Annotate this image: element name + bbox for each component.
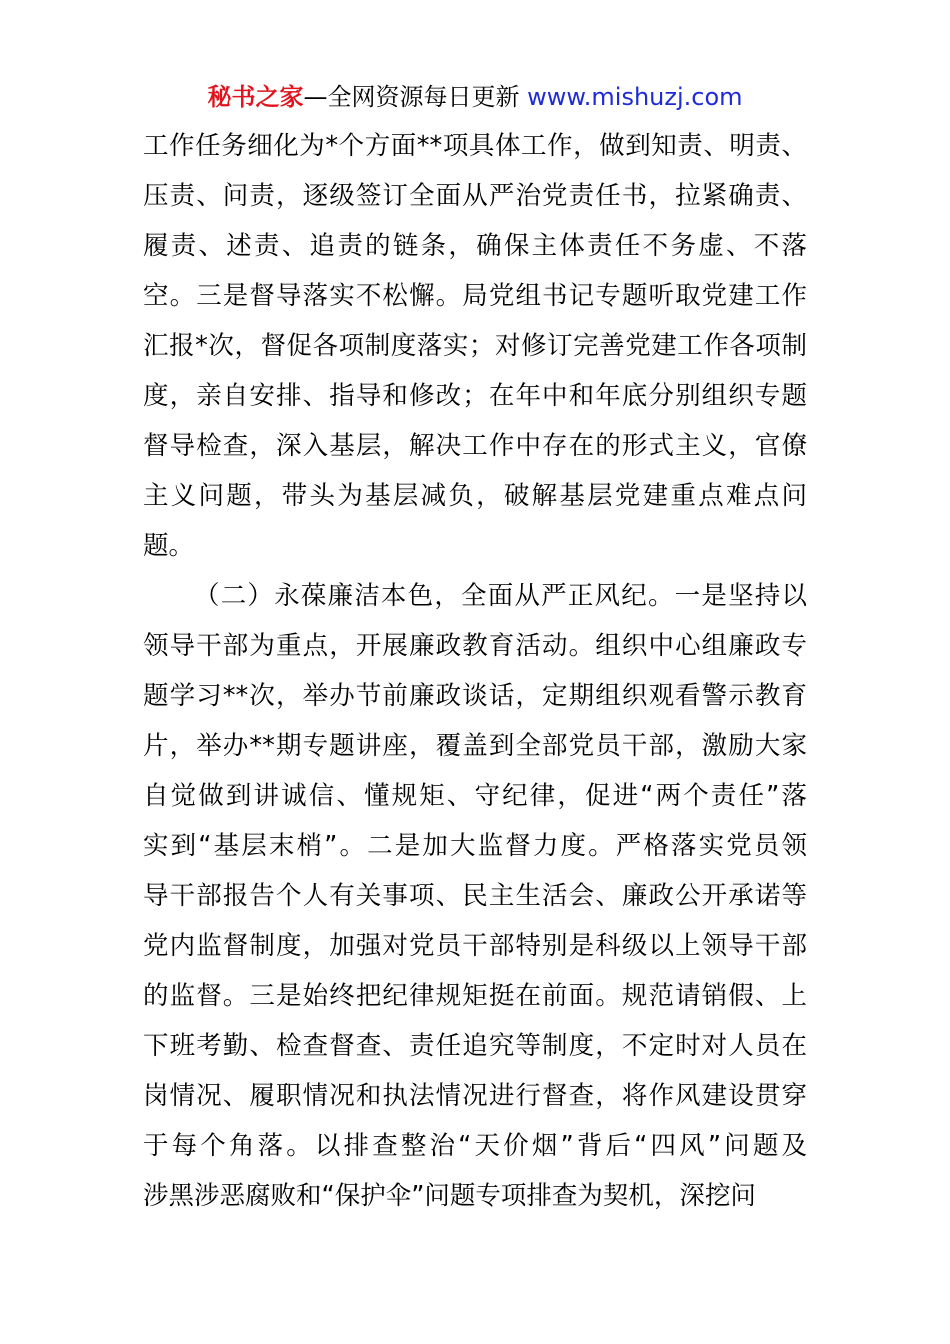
text-line: 督导检查，深入基层，解决工作中存在的形式主义，官僚 — [143, 431, 807, 461]
text-line: 岗情况、履职情况和执法情况进行督查，将作风建设贯穿 — [143, 1081, 807, 1111]
text-line: 工作任务细化为*个方面**项具体工作，做到知责、明责、 — [143, 131, 807, 161]
text-line: 题学习**次，举办节前廉政谈话，定期组织观看警示教育 — [143, 681, 807, 711]
text-line: 下班考勤、检查督查、责任追究等制度，不定时对人员在 — [143, 1031, 807, 1061]
text-line: 度，亲自安排、指导和修改；在年中和年底分别组织专题 — [143, 381, 807, 411]
text-line: 党内监督制度，加强对党员干部特别是科级以上领导干部 — [143, 931, 807, 961]
site-header — [0, 80, 950, 114]
text-line: 自觉做到讲诚信、懂规矩、守纪律，促进“两个责任”落 — [143, 781, 807, 811]
text-line: 的监督。三是始终把纪律规矩挺在前面。规范请销假、上 — [143, 981, 807, 1011]
site-brand: 秘书之家 — [207, 83, 304, 111]
text-line: 涉黑涉恶腐败和“保护伞”问题专项排查为契机，深挖问 — [143, 1181, 756, 1211]
document-body — [143, 121, 807, 1221]
paragraph — [143, 121, 807, 571]
text-line: （二）永葆廉洁本色，全面从严正风纪。一是坚持以 — [194, 581, 807, 611]
site-url-link[interactable]: www.mishuzj.com — [527, 83, 743, 111]
text-line: 压责、问责，逐级签订全面从严治党责任书，拉紧确责、 — [143, 181, 807, 211]
text-line: 履责、述责、追责的链条，确保主体责任不务虚、不落 — [143, 231, 807, 261]
text-line: 汇报*次，督促各项制度落实；对修订完善党建工作各项制 — [143, 331, 807, 361]
text-line: 空。三是督导落实不松懈。局党组书记专题听取党建工作 — [143, 281, 807, 311]
text-line: 于每个角落。以排查整治“天价烟”背后“四风”问题及 — [143, 1131, 807, 1161]
text-line: 实到“基层末梢”。二是加大监督力度。严格落实党员领 — [143, 831, 807, 861]
text-line: 主义问题，带头为基层减负，破解基层党建重点难点问 — [143, 481, 807, 511]
text-line: 领导干部为重点，开展廉政教育活动。组织中心组廉政专 — [143, 631, 807, 661]
paragraph — [143, 571, 807, 1221]
site-slogan: —全网资源每日更新 — [303, 83, 520, 111]
text-line: 片，举办**期专题讲座，覆盖到全部党员干部，激励大家 — [143, 731, 807, 761]
text-line: 导干部报告个人有关事项、民主生活会、廉政公开承诺等 — [143, 881, 807, 911]
text-line: 题。 — [143, 531, 195, 561]
